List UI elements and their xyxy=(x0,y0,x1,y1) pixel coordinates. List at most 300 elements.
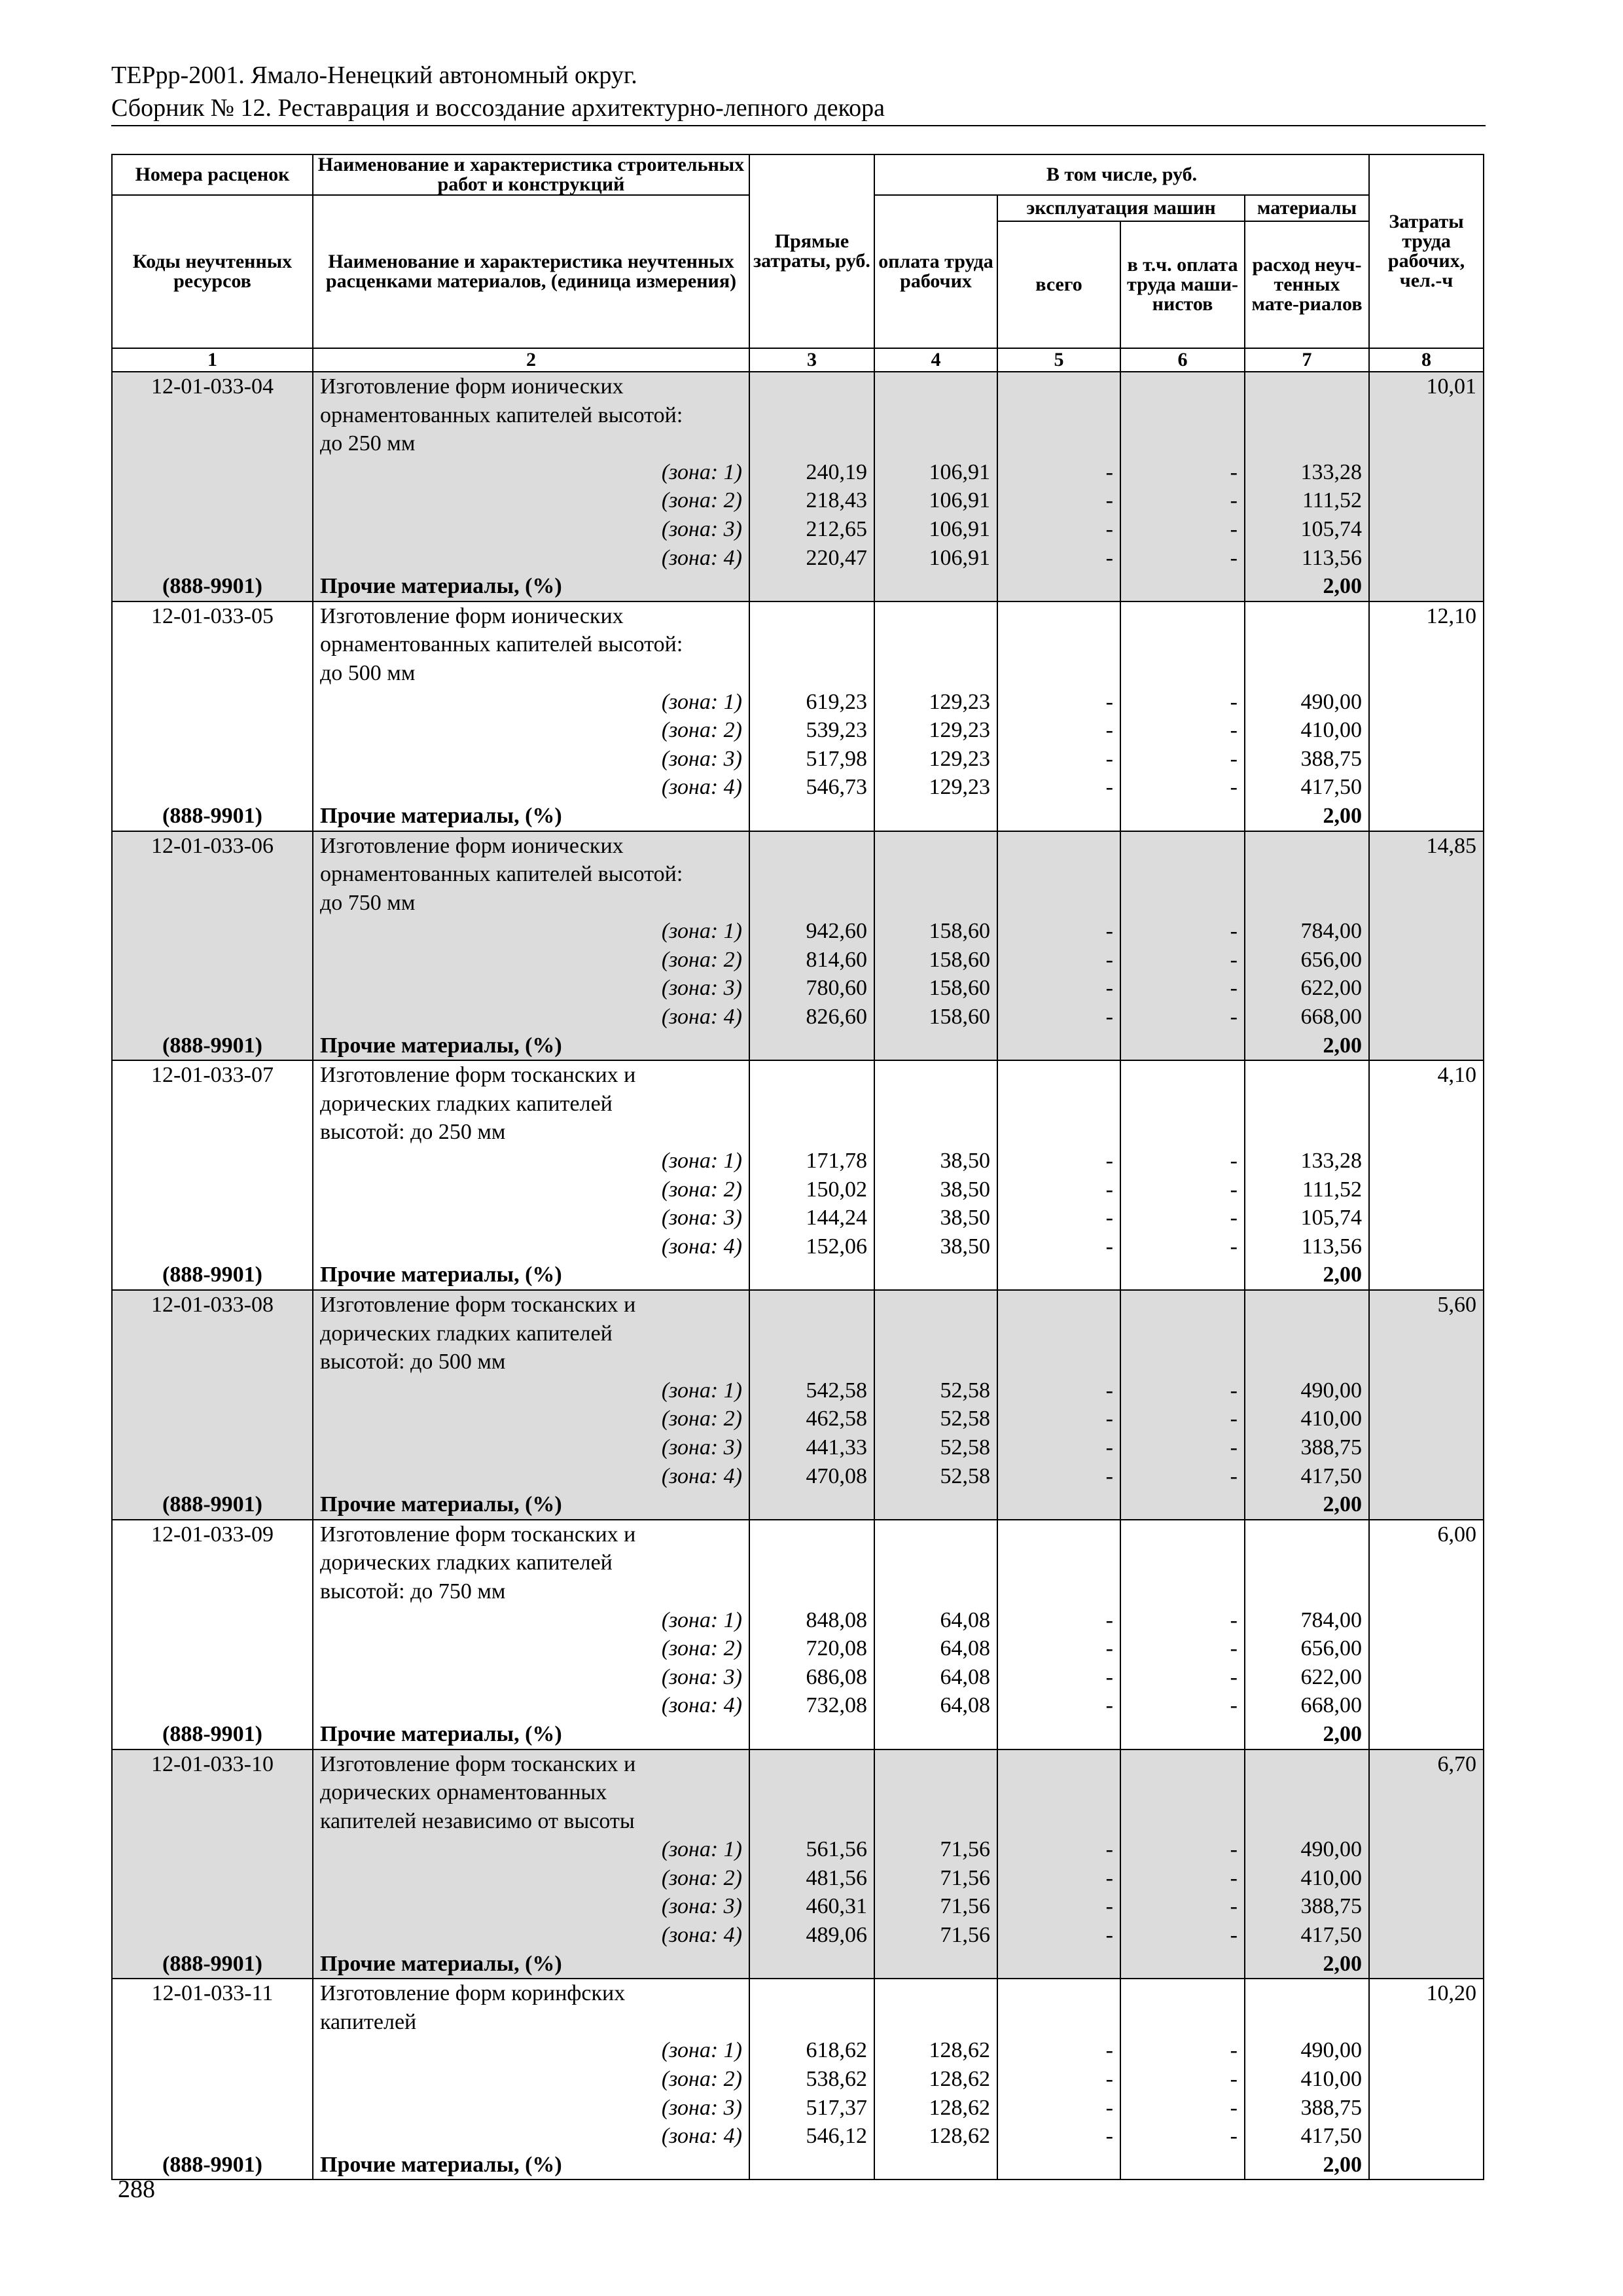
value: - xyxy=(1230,689,1238,714)
value: 490,00 xyxy=(1300,689,1363,714)
rate-code: 12-01-033-08 xyxy=(151,1293,274,1317)
value: 417,50 xyxy=(1300,775,1363,800)
spacer xyxy=(882,1807,990,1836)
table-row xyxy=(112,831,1484,1061)
value: - xyxy=(1105,1837,1113,1862)
col8-header: Затраты труда рабочих, чел.-ч xyxy=(1369,154,1484,348)
value: - xyxy=(1105,746,1113,771)
value: 144,24 xyxy=(806,1206,867,1230)
spacer xyxy=(119,1090,306,1119)
worker-pay-cell xyxy=(874,1060,997,1290)
value: - xyxy=(1105,1923,1113,1948)
value: 171,78 xyxy=(806,1149,867,1174)
value: 218,43 xyxy=(806,488,867,513)
spacer xyxy=(119,860,306,889)
value: - xyxy=(1230,775,1238,800)
value: - xyxy=(1230,1234,1238,1259)
value: - xyxy=(1230,1435,1238,1460)
spacer xyxy=(882,1750,990,1779)
value: 38,50 xyxy=(940,1234,990,1259)
value: 64,08 xyxy=(940,1636,990,1661)
other-materials-value: 2,00 xyxy=(1323,1721,1363,1746)
value: - xyxy=(1230,976,1238,1001)
spacer xyxy=(119,773,306,802)
value: 780,60 xyxy=(806,976,867,1001)
table-row xyxy=(112,1979,1484,2179)
spacer xyxy=(1128,1520,1238,1549)
description-cell xyxy=(313,1520,749,1749)
value: 106,91 xyxy=(929,545,990,570)
zone-label: (зона: 1) xyxy=(661,459,742,484)
value: - xyxy=(1105,1149,1113,1174)
value: 106,91 xyxy=(929,488,990,513)
value: 417,50 xyxy=(1300,1923,1363,1948)
spacer xyxy=(757,1090,867,1119)
col5-header: всего xyxy=(997,221,1120,348)
work-description-line: Изготовление форм ионических xyxy=(320,833,624,858)
spacer xyxy=(1128,889,1238,918)
spacer xyxy=(119,889,306,918)
spacer xyxy=(1005,1061,1113,1090)
spacer xyxy=(757,889,867,918)
rate-code-cell xyxy=(112,1520,313,1749)
spacer xyxy=(882,1118,990,1147)
value: 656,00 xyxy=(1300,1636,1363,1661)
col7-header: расход неуч-тенных мате-риалов xyxy=(1245,221,1369,348)
value: - xyxy=(1230,1607,1238,1632)
materials-cell xyxy=(1245,1060,1369,1290)
spacer xyxy=(119,515,306,544)
value: 517,37 xyxy=(806,2095,867,2120)
work-description-line: орнаментованных капителей высотой: xyxy=(320,632,683,657)
spacer xyxy=(882,889,990,918)
machinist-pay-cell xyxy=(1120,1290,1245,1520)
value: - xyxy=(1230,1837,1238,1862)
value: 546,73 xyxy=(806,775,867,800)
value: - xyxy=(1230,1865,1238,1890)
value: 240,19 xyxy=(806,459,867,484)
value: 542,58 xyxy=(806,1378,867,1403)
value: - xyxy=(1105,1607,1113,1632)
zone-label: (зона: 3) xyxy=(661,1894,742,1919)
value: 410,00 xyxy=(1300,718,1363,743)
zone-label: (зона: 3) xyxy=(661,1206,742,1230)
description-cell xyxy=(313,1060,749,1290)
value: - xyxy=(1105,1636,1113,1661)
labor-value: 6,70 xyxy=(1437,1751,1477,1776)
spacer xyxy=(1128,659,1238,688)
worker-pay-cell xyxy=(874,601,997,831)
col2-top-header: Наименование и характеристика строительных работ и конструкций xyxy=(313,154,749,195)
spacer xyxy=(119,2065,306,2094)
work-description-line: Изготовление форм тосканских и xyxy=(320,1293,636,1317)
labor-cost-cell xyxy=(1369,1749,1484,1979)
spacer xyxy=(1128,2008,1238,2037)
labor-cost-cell xyxy=(1369,831,1484,1061)
spacer xyxy=(757,1520,867,1549)
table-row xyxy=(112,1749,1484,1979)
spacer xyxy=(1005,889,1113,918)
value: 784,00 xyxy=(1300,1607,1363,1632)
spacer xyxy=(119,1634,306,1663)
other-materials-label: Прочие материалы, (%) xyxy=(320,2152,562,2177)
labor-value: 4,10 xyxy=(1437,1063,1477,1088)
rate-code: 12-01-033-04 xyxy=(151,374,274,399)
value: 470,08 xyxy=(806,1463,867,1488)
spacer xyxy=(1252,1319,1362,1348)
spacer xyxy=(119,1835,306,1864)
description-cell xyxy=(313,831,749,1061)
column-index: 4 xyxy=(874,348,997,372)
rate-code: 12-01-033-06 xyxy=(151,833,274,858)
worker-pay-cell xyxy=(874,1290,997,1520)
col4-header: оплата труда рабочих xyxy=(874,195,997,348)
spacer xyxy=(1005,1090,1113,1119)
rate-code-cell xyxy=(112,372,313,601)
zone-label: (зона: 2) xyxy=(661,1865,742,1890)
spacer xyxy=(1005,1291,1113,1319)
value: - xyxy=(1230,1177,1238,1202)
spacer xyxy=(1128,372,1238,401)
labor-cost-cell xyxy=(1369,372,1484,601)
value: 410,00 xyxy=(1300,2067,1363,2092)
spacer xyxy=(1128,602,1238,631)
spacer xyxy=(119,1549,306,1577)
value: 128,62 xyxy=(929,2038,990,2063)
table-row xyxy=(112,372,1484,601)
labor-cost-cell xyxy=(1369,1520,1484,1749)
spacer xyxy=(1005,1549,1113,1577)
value: 462,58 xyxy=(806,1407,867,1431)
spacer xyxy=(119,2094,306,2123)
spacer xyxy=(882,1549,990,1577)
value: 460,31 xyxy=(806,1894,867,1919)
value: - xyxy=(1230,1206,1238,1230)
spacer xyxy=(119,1405,306,1433)
spacer xyxy=(119,1147,306,1175)
spacer xyxy=(1252,1750,1362,1779)
value: 129,23 xyxy=(929,718,990,743)
col3-header: Прямые затраты, руб. xyxy=(749,154,874,348)
spacer xyxy=(1005,659,1113,688)
value: 489,06 xyxy=(806,1923,867,1948)
other-materials-label: Прочие материалы, (%) xyxy=(320,1951,562,1976)
spacer xyxy=(1252,1979,1362,2008)
spacer xyxy=(757,2008,867,2037)
work-description-line: капителей независимо от высоты xyxy=(320,1808,635,1833)
zone-label: (зона: 4) xyxy=(661,1463,742,1488)
value: - xyxy=(1105,2067,1113,2092)
spacer xyxy=(119,745,306,774)
work-description-line: дорических гладких капителей xyxy=(320,1551,613,1575)
spacer xyxy=(119,1663,306,1692)
other-materials-label: Прочие материалы, (%) xyxy=(320,1721,562,1746)
labor-value: 6,00 xyxy=(1437,1522,1477,1547)
value: - xyxy=(1230,1378,1238,1403)
direct-cost-cell xyxy=(749,601,874,831)
value: - xyxy=(1230,516,1238,541)
value: - xyxy=(1105,1234,1113,1259)
spacer xyxy=(882,2008,990,2037)
resource-code: (888-9901) xyxy=(162,1263,262,1287)
value: - xyxy=(1105,689,1113,714)
value: 38,50 xyxy=(940,1149,990,1174)
spacer xyxy=(1252,602,1362,631)
value: - xyxy=(1230,1894,1238,1919)
spacer xyxy=(757,401,867,430)
value: 38,50 xyxy=(940,1177,990,1202)
spacer xyxy=(757,1291,867,1319)
spacer xyxy=(882,1348,990,1376)
spacer xyxy=(1252,1291,1362,1319)
spacer xyxy=(119,1175,306,1204)
spacer xyxy=(1252,1090,1362,1119)
worker-pay-cell xyxy=(874,831,997,1061)
value: 220,47 xyxy=(806,545,867,570)
zone-label: (зона: 4) xyxy=(661,1923,742,1948)
labor-value: 10,01 xyxy=(1426,374,1477,399)
rate-code: 12-01-033-05 xyxy=(151,603,274,628)
value: - xyxy=(1105,976,1113,1001)
spacer xyxy=(119,630,306,659)
zone-label: (зона: 4) xyxy=(661,2124,742,2149)
spacer xyxy=(882,1577,990,1606)
value: 686,08 xyxy=(806,1664,867,1689)
machines-total-cell xyxy=(997,1060,1120,1290)
column-index: 7 xyxy=(1245,348,1369,372)
zone-label: (зона: 3) xyxy=(661,746,742,771)
work-description-line: высотой: до 500 мм xyxy=(320,1350,506,1374)
zone-label: (зона: 4) xyxy=(661,775,742,800)
spacer xyxy=(1005,429,1113,458)
spacer xyxy=(1005,602,1113,631)
spacer xyxy=(1005,1348,1113,1376)
value: 618,62 xyxy=(806,2038,867,2063)
table-row xyxy=(112,1290,1484,1520)
rate-code: 12-01-033-10 xyxy=(151,1751,274,1776)
value: - xyxy=(1105,947,1113,972)
value: - xyxy=(1230,718,1238,743)
materials-cell xyxy=(1245,1979,1369,2179)
description-cell xyxy=(313,1749,749,1979)
price-table xyxy=(111,154,1484,2180)
value: - xyxy=(1105,2038,1113,2063)
value: 546,12 xyxy=(806,2124,867,2149)
other-materials-value: 2,00 xyxy=(1323,1951,1363,1976)
work-description-line: Изготовление форм тосканских и xyxy=(320,1063,636,1088)
spacer xyxy=(1252,401,1362,430)
work-description-line: орнаментованных капителей высотой: xyxy=(320,862,683,887)
spacer xyxy=(757,1807,867,1836)
spacer xyxy=(119,1232,306,1261)
value: 150,02 xyxy=(806,1177,867,1202)
zone-label: (зона: 1) xyxy=(661,689,742,714)
spacer xyxy=(757,630,867,659)
spacer xyxy=(1128,1979,1238,2008)
other-materials-value: 2,00 xyxy=(1323,803,1363,828)
value: 111,52 xyxy=(1302,488,1363,513)
table-row xyxy=(112,1520,1484,1749)
value: 64,08 xyxy=(940,1693,990,1718)
value: 129,23 xyxy=(929,746,990,771)
machinist-pay-cell xyxy=(1120,372,1245,601)
spacer xyxy=(119,1778,306,1807)
other-materials-value: 2,00 xyxy=(1323,574,1363,599)
spacer xyxy=(119,1892,306,1921)
value: 52,58 xyxy=(940,1435,990,1460)
spacer xyxy=(119,2036,306,2065)
value: 129,23 xyxy=(929,689,990,714)
spacer xyxy=(1252,860,1362,889)
value: 410,00 xyxy=(1300,1865,1363,1890)
value: - xyxy=(1105,1664,1113,1689)
spacer xyxy=(119,1204,306,1232)
description-cell xyxy=(313,1979,749,2179)
work-description-line: дорических гладких капителей xyxy=(320,1091,613,1116)
value: - xyxy=(1230,1463,1238,1488)
value: 105,74 xyxy=(1300,516,1363,541)
value: 410,00 xyxy=(1300,1407,1363,1431)
machinist-pay-cell xyxy=(1120,601,1245,831)
labor-cost-cell xyxy=(1369,1979,1484,2179)
value: - xyxy=(1230,459,1238,484)
value: 388,75 xyxy=(1300,1894,1363,1919)
value: 417,50 xyxy=(1300,1463,1363,1488)
spacer xyxy=(757,832,867,861)
spacer xyxy=(1252,372,1362,401)
spacer xyxy=(1005,401,1113,430)
work-description-line: орнаментованных капителей высотой: xyxy=(320,403,683,427)
value: 622,00 xyxy=(1300,976,1363,1001)
spacer xyxy=(119,1348,306,1376)
spacer xyxy=(1252,1549,1362,1577)
value: 814,60 xyxy=(806,947,867,972)
spacer xyxy=(1128,1118,1238,1147)
spacer xyxy=(882,429,990,458)
work-description-line: Изготовление форм ионических xyxy=(320,374,624,399)
spacer xyxy=(757,1549,867,1577)
col2-bottom-header: Наименование и характеристика неучтенных расценками материалов, (единица измерения) xyxy=(313,195,749,348)
table-row xyxy=(112,601,1484,831)
zone-label: (зона: 1) xyxy=(661,1837,742,1862)
resource-code: (888-9901) xyxy=(162,2152,262,2177)
spacer xyxy=(882,860,990,889)
column-index: 5 xyxy=(997,348,1120,372)
spacer xyxy=(1128,1291,1238,1319)
other-materials-label: Прочие материалы, (%) xyxy=(320,803,562,828)
value: - xyxy=(1105,516,1113,541)
spacer xyxy=(1005,1577,1113,1606)
spacer xyxy=(1005,860,1113,889)
direct-cost-cell xyxy=(749,1979,874,2179)
zone-label: (зона: 1) xyxy=(661,1378,742,1403)
spacer xyxy=(1252,1348,1362,1376)
value: 490,00 xyxy=(1300,1378,1363,1403)
rate-code: 12-01-033-09 xyxy=(151,1522,274,1547)
value: - xyxy=(1105,2124,1113,2149)
spacer xyxy=(119,946,306,975)
zone-label: (зона: 2) xyxy=(661,1636,742,1661)
spacer xyxy=(119,2008,306,2037)
value: 158,60 xyxy=(929,1005,990,1030)
value: 481,56 xyxy=(806,1865,867,1890)
work-description-line: высотой: до 750 мм xyxy=(320,1579,506,1604)
value: - xyxy=(1230,1664,1238,1689)
value: - xyxy=(1105,1206,1113,1230)
value: - xyxy=(1230,2038,1238,2063)
spacer xyxy=(1005,1778,1113,1807)
column-index-row xyxy=(112,348,1484,372)
resource-code: (888-9901) xyxy=(162,574,262,599)
other-materials-label: Прочие материалы, (%) xyxy=(320,574,562,599)
other-materials-label: Прочие материалы, (%) xyxy=(320,1263,562,1287)
value: 212,65 xyxy=(806,516,867,541)
labor-value: 14,85 xyxy=(1426,833,1477,858)
spacer xyxy=(882,372,990,401)
materials-header: материалы xyxy=(1245,195,1369,221)
machines-total-cell xyxy=(997,1979,1120,2179)
spacer xyxy=(119,544,306,573)
spacer xyxy=(1005,372,1113,401)
value: 561,56 xyxy=(806,1837,867,1862)
spacer xyxy=(882,1090,990,1119)
other-materials-value: 2,00 xyxy=(1323,2152,1363,2177)
work-description-line: дорических орнаментованных xyxy=(320,1780,607,1805)
value: - xyxy=(1230,1149,1238,1174)
value: 417,50 xyxy=(1300,2124,1363,2149)
value: - xyxy=(1230,2124,1238,2149)
value: 668,00 xyxy=(1300,1693,1363,1718)
direct-cost-cell xyxy=(749,1520,874,1749)
spacer xyxy=(757,1118,867,1147)
spacer xyxy=(1128,1348,1238,1376)
spacer xyxy=(119,917,306,946)
description-cell xyxy=(313,372,749,601)
work-description-line: Изготовление форм ионических xyxy=(320,603,624,628)
spacer xyxy=(757,1778,867,1807)
value: 539,23 xyxy=(806,718,867,743)
spacer xyxy=(1128,1090,1238,1119)
resource-code: (888-9901) xyxy=(162,1492,262,1517)
value: - xyxy=(1230,1923,1238,1948)
header-divider xyxy=(111,125,1486,126)
column-index: 3 xyxy=(749,348,874,372)
spacer xyxy=(1005,630,1113,659)
worker-pay-cell xyxy=(874,372,997,601)
spacer xyxy=(119,1462,306,1491)
value: 71,56 xyxy=(940,1837,990,1862)
value: 942,60 xyxy=(806,919,867,944)
labor-cost-cell xyxy=(1369,601,1484,831)
value: - xyxy=(1230,2067,1238,2092)
spacer xyxy=(119,458,306,487)
value: - xyxy=(1105,1865,1113,1890)
spacer xyxy=(1005,1807,1113,1836)
spacer xyxy=(757,602,867,631)
table-row xyxy=(112,1060,1484,1290)
value: 784,00 xyxy=(1300,919,1363,944)
spacer xyxy=(119,1319,306,1348)
zone-label: (зона: 2) xyxy=(661,2067,742,2092)
direct-cost-cell xyxy=(749,1749,874,1979)
value: 490,00 xyxy=(1300,2038,1363,2063)
spacer xyxy=(1005,832,1113,861)
column-index: 1 xyxy=(112,348,313,372)
work-description-line: Изготовление форм тосканских и xyxy=(320,1751,636,1776)
machines-total-cell xyxy=(997,601,1120,831)
spacer xyxy=(119,486,306,515)
spacer xyxy=(1005,1319,1113,1348)
